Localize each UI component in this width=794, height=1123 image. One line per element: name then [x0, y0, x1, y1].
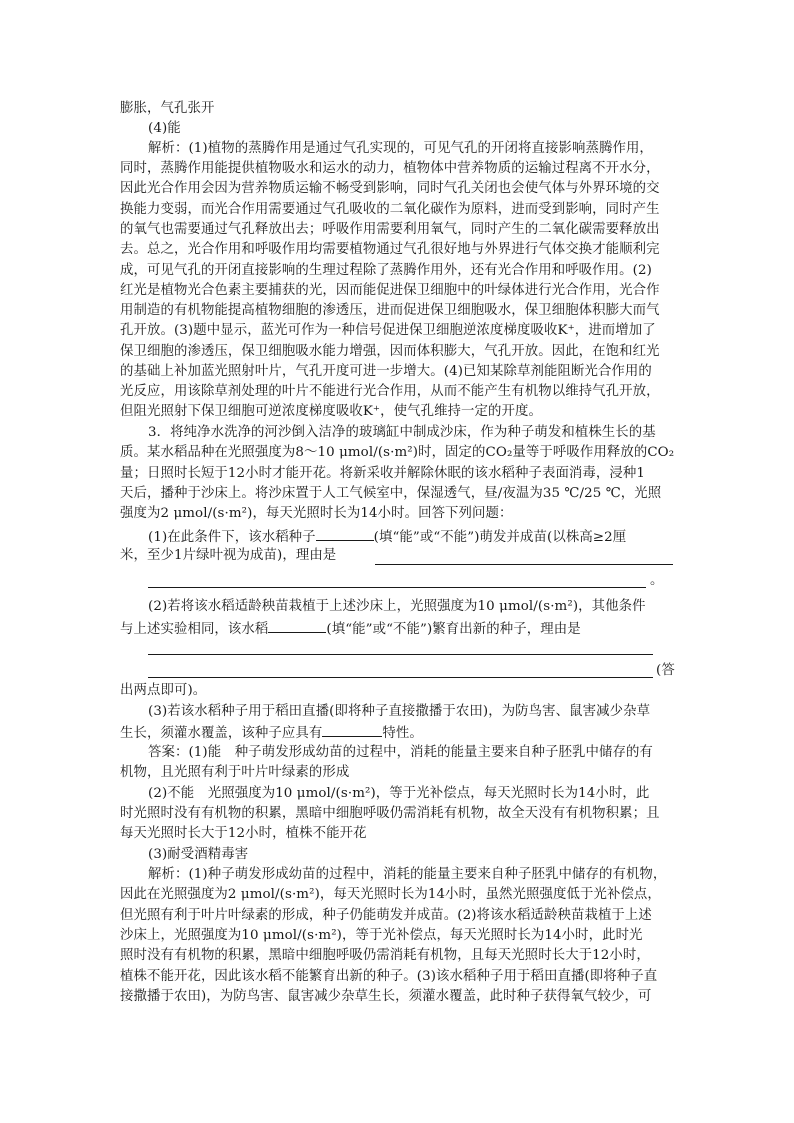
analysis-line: 解析：(1)种子萌发形成幼苗的过程中，消耗的能量主要来自种子胚乳中储存的有机物，	[148, 867, 667, 882]
answer-line: 答案：(1)能 种子萌发形成幼苗的过程中，消耗的能量主要来自种子胚乳中储存的有	[148, 745, 653, 760]
text-line: 去。总之，光合作用和呼吸作用均需要植物通过气孔很好地与外界进行气体交换才能顺利完	[120, 242, 660, 257]
answer-blank-line[interactable]	[148, 654, 653, 655]
text-line: 孔开放。(3)题中显示，蓝光可作为一种信号促进保卫细胞逆浓度梯度吸收K⁺，进而增加了	[120, 323, 656, 338]
text-line: 的基础上补加蓝光照射叶片，气孔开度可进一步增大。(4)已知某除草剂能阻断光合作用的	[120, 364, 652, 379]
question-line: 出两点即可)。	[120, 683, 207, 698]
answer-blank[interactable]	[322, 723, 382, 737]
analysis-line: 照时没有有机物的积累，黑暗中细胞呼吸仍需消耗有机物，且每天光照时长大于12小时，	[120, 948, 650, 963]
text-line: 因此光合作用会因为营养物质运输不畅受到影响，同时气孔关闭也会使气体与外界环境的交	[120, 181, 660, 196]
question-line: 天后，播种于沙床上。将沙床置于人工气候室中，保湿透气，昼/夜温为35 ℃/25 ℃，光照	[120, 486, 662, 501]
text-line: 换能力变弱，而光合作用需要通过气孔吸收的二氧化碳作为原料，进而受到影响，同时产生	[120, 202, 660, 217]
analysis-line: 接撒播于农田)，为防鸟害、鼠害减少杂草生长，须灌水覆盖，此时种子获得氧气较少，可	[120, 989, 652, 1004]
text-line: 解析：(1)植物的蒸腾作用是通过气孔实现的，可见气孔的开闭将直接影响蒸腾作用，	[148, 141, 653, 156]
text-line: 光反应，用该除草剂处理的叶片不能进行光合作用，从而不能产生有机物以维持气孔开放，	[120, 384, 660, 399]
question-text: 。	[650, 573, 664, 588]
question-line: 强度为2 μmol/(s·m²)，每天光照时长为14小时。回答下列问题：	[120, 506, 513, 521]
text-line: 的氧气也需要通过气孔释放出去；呼吸作用需要利用氧气，同时产生的二氧化碳需要释放出	[120, 222, 660, 237]
question-text: (答	[656, 663, 675, 678]
analysis-line: 沙床上，光照强度为10 μmol/(s·m²)，等于光补偿点，每天光照时长为14小时，此时光	[120, 928, 643, 943]
answer-line: (2)不能 光照强度为10 μmol/(s·m²)，等于光补偿点，每天光照时长为14小时，此	[148, 786, 650, 801]
analysis-line: 植株不能开花，因此该水稻不能繁育出新的种子。(3)该水稻种子用于稻田直播(即将种子直	[120, 969, 658, 984]
answer-line: (3)耐受酒精毒害	[148, 847, 249, 862]
analysis-line: 但光照有利于叶片叶绿素的形成，种子仍能萌发并成苗。(2)将该水稻适龄秧苗栽植于上述	[120, 908, 652, 923]
question-line: 量；日照时长短于12小时才能开花。将新采收并解除休眠的该水稻种子表面消毒，浸种1	[120, 466, 646, 481]
question-line	[120, 723, 423, 743]
text-line: 膨胀，气孔张开	[120, 101, 215, 116]
analysis-line: 因此在光照强度为2 μmol/(s·m²)，每天光照时长为14小时，虽然光照强度低于光补偿点，	[120, 887, 661, 902]
question-text: 生长，须灌水覆盖，该种子应具有	[120, 726, 323, 741]
question-line: 米，至少1片绿叶视为成苗)，理由是	[120, 548, 337, 563]
text-line: 但阻光照射下保卫细胞可逆浓度梯度吸收K⁺，使气孔维持一定的开度。	[120, 404, 542, 419]
answer-blank-line[interactable]	[148, 587, 646, 588]
question-line: 质。某水稻品种在光照强度为8～10 μmol/(s·m²)时，固定的CO₂量等于呼吸作用释放的CO₂	[120, 445, 675, 460]
question-line	[120, 619, 581, 639]
question-text: 特性。	[382, 726, 423, 741]
answer-line: 时光照时没有有机物的积累，黑暗中细胞呼吸仍需消耗有机物，故全天没有有机物积累；且	[120, 806, 660, 821]
answer-blank[interactable]	[268, 619, 326, 633]
question-text: 与上述实验相同，该水稻	[120, 622, 269, 637]
answer-line: 每天光照时长大于12小时，植株不能开花	[120, 826, 367, 841]
answer-label: (4)能	[148, 121, 181, 136]
text-line: 用制造的有机物能提高植物细胞的渗透压，进而促进保卫细胞吸水，保卫细胞体积膨大而气	[120, 303, 660, 318]
text-line: 成，可见气孔的开闭直接影响的生理过程除了蒸腾作用外，还有光合作用和呼吸作用。(2)	[120, 263, 652, 278]
question-text: (填“能”或“不能”)繁育出新的种子，理由是	[326, 622, 581, 637]
question-text: (填“能”或“不能”)萌发并成苗(以株高≥2厘	[373, 530, 627, 545]
answer-blank[interactable]	[316, 527, 374, 541]
text-line: 红光是植物光合色素主要捕获的光，因而能促进保卫细胞中的叶绿体进行光合作用，光合作	[120, 283, 660, 298]
answer-line: 机物，且光照有利于叶片叶绿素的形成	[120, 765, 350, 780]
question-line	[148, 527, 626, 547]
question-line: (2)若将该水稻适龄秧苗栽植于上述沙床上，光照强度为10 μmol/(s·m²)，其他条件	[148, 599, 646, 614]
question-line: 3．将纯净水洗净的河沙倒入洁净的玻璃缸中制成沙床，作为种子萌发和植株生长的基	[148, 425, 656, 440]
answer-blank-line[interactable]	[148, 677, 653, 678]
question-line: (3)若该水稻种子用于稻田直播(即将种子直接撒播于农田)，为防鸟害、鼠害减少杂草	[148, 704, 651, 719]
text-line: 同时，蒸腾作用能提供植物吸水和运水的动力，植物体中营养物质的运输过程离不开水分，	[120, 161, 660, 176]
answer-blank-line[interactable]	[375, 564, 673, 565]
text-line: 保卫细胞的渗透压，保卫细胞吸水能力增强，因而体积膨大，气孔开放。因此，在饱和红光	[120, 344, 660, 359]
question-text: (1)在此条件下，该水稻种子	[148, 530, 316, 545]
